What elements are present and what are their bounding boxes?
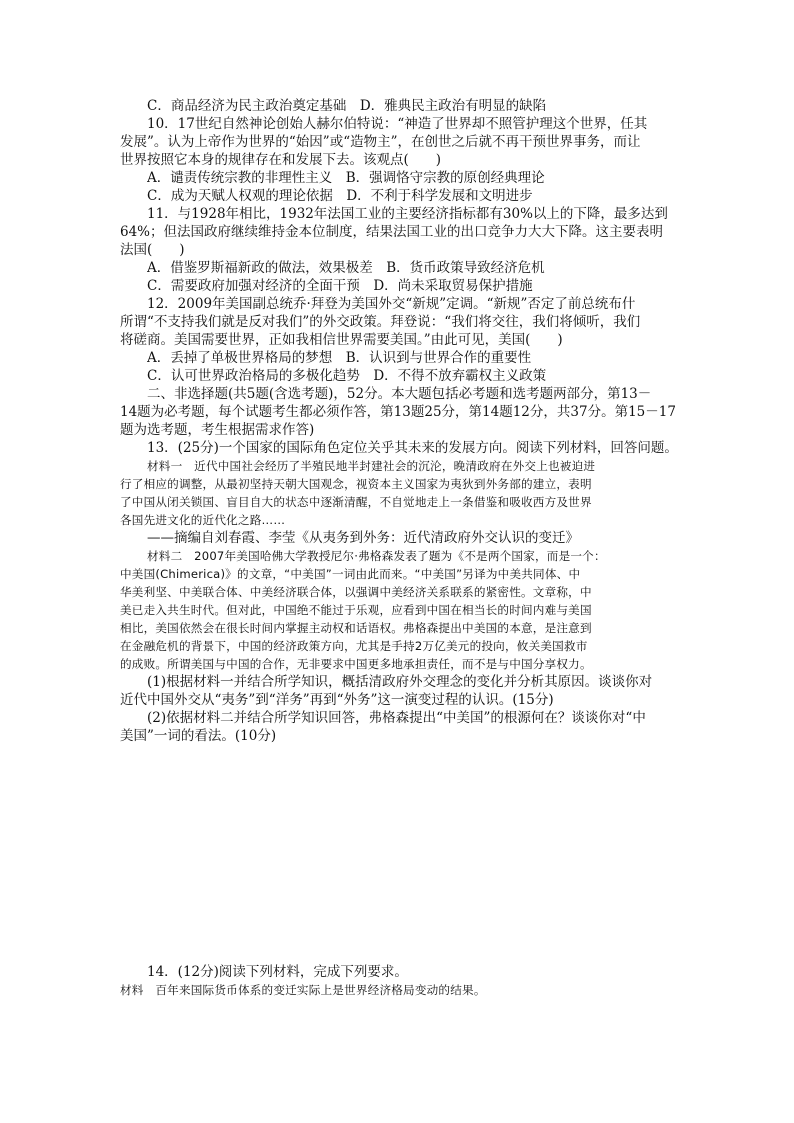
q13-material1-line: 了中国从闭关锁国、盲目自大的状态中逐渐清醒，不自觉地走上一条借鉴和吸收西方及世界: [120, 495, 592, 509]
q10-stem-line: 发展”。认为上帝作为世界的“始因”或“造物主”，在创世之后就不再干预世界事务，而让: [120, 134, 641, 150]
q11-stem-line: 法国( ): [120, 242, 185, 258]
q11-stem-line: 64%；但法国政府继续维持金本位制度，结果法国工业的出口竞争力大大下降。这主要表明: [120, 224, 664, 240]
q12-stem-line: 所谓“不支持我们就是反对我们”的外交政策。拜登说：“我们将交往，我们将倾听，我们: [120, 314, 641, 330]
q14-intro: 14．(12分)阅读下列材料，完成下列要求。: [147, 964, 408, 980]
section2-line: 题为选考题，考生根据需求作答): [120, 422, 315, 438]
q11-option-line: A．借鉴罗斯福新政的做法，效果极差 B．货币政策导致经济危机: [147, 260, 545, 276]
q13-question1-line: 近代中国外交从“夷务”到“洋务”再到“外务”这一演变过程的认识。(15分): [120, 692, 554, 708]
q12-stem-line: 将磋商。美国需要世界，正如我相信世界需要美国。”由此可见，美国( ): [120, 332, 563, 348]
q13-material2-line: 中美国(Chimerica)》的文章，“中美国”一词由此而来。“中美国”另译为中美共同体、中: [120, 567, 581, 581]
q13-material2-line: 的成败。所谓美国与中国的合作，无非要求中国更多地承担责任，而不是与中国分享权力。: [120, 657, 592, 671]
q10-option-line: C．成为天赋人权观的理论依据 D．不利于科学发展和文明进步: [147, 188, 533, 204]
q10-option-line: A．谴责传统宗教的非理性主义 B．强调恪守宗教的原创经典理论: [147, 170, 545, 186]
q13-material2-line: 华美利坚、中美联合体、中美经济联合体，以强调中美经济关系联系的紧密性。文章称，中: [120, 585, 592, 599]
q13-material2-line: 相比，美国依然会在很长时间内掌握主动权和话语权。弗格森提出中美国的本意，是注意到: [120, 621, 592, 635]
q13-material2-line: 在金融危机的背景下，中国的经济政策方向，尤其是手持2万亿美元的投向，攸关美国救市: [120, 639, 588, 653]
q14-material: 材料 百年来国际货币体系的变迁实际上是世界经济格局变动的结果。: [120, 983, 486, 997]
q13-question2-line: 美国”一词的看法。(10分): [120, 728, 277, 744]
q9-options-cd: C．商品经济为民主政治奠定基础 D．雅典民主政治有明显的缺陷: [147, 98, 547, 114]
q13-material1-line: 各国先进文化的近代化之路……: [120, 513, 286, 527]
q13-material1-line: 材料一 近代中国社会经历了半殖民地半封建社会的沉沦，晚清政府在外交上也被迫进: [147, 459, 596, 473]
q13-question1-line: (1)根据材料一并结合所学知识，概括清政府外交理念的变化并分析其原因。谈谈你对: [147, 674, 653, 690]
q12-option-line: A．丢掉了单极世界格局的梦想 B．认识到与世界合作的重要性: [147, 350, 532, 366]
section2-line: 14题为必考题，每个试题考生都必须作答，第13题25分，第14题12分，共37分。第15－17: [120, 404, 676, 420]
q10-stem-line: 世界按照它本身的规律存在和发展下去。该观点( ): [120, 152, 442, 168]
section2-heading: 二、非选择题(共5题(含选考题)，52分。本大题包括必考题和选考题两部分，第13－: [147, 386, 652, 402]
q13-material1-source: ——摘编自刘春霞、李莹《从夷务到外务：近代清政府外交认识的变迁》: [147, 530, 579, 546]
q13-material2-line: 材料二 2007年美国哈佛大学教授尼尔·弗格森发表了题为《不是两个国家，而是一个：: [147, 549, 606, 563]
q13-intro: 13．(25分)一个国家的国际角色定位关乎其未来的发展方向。阅读下列材料，回答问题。: [147, 440, 678, 456]
q13-material2-line: 美已走入共生时代。但对此，中国绝不能过于乐观，应看到中国在相当长的时间内难与美国: [120, 603, 592, 617]
q10-stem-line: 10．17世纪自然神论创始人赫尔伯特说：“神造了世界却不照管护理这个世界，任其: [147, 116, 648, 132]
q11-option-line: C．需要政府加强对经济的全面干预 D．尚未采取贸易保护措施: [147, 278, 533, 294]
q11-stem-line: 11．与1928年相比，1932年法国工业的主要经济指标都有30%以上的下降，最多达到: [147, 206, 668, 222]
q13-question2-line: (2)依据材料二并结合所学知识回答，弗格森提出“中美国”的根源何在？谈谈你对“中: [147, 710, 646, 726]
q12-option-line: C．认可世界政治格局的多极化趋势 D．不得不放弃霸权主义政策: [147, 368, 547, 384]
q12-stem-line: 12．2009年美国副总统乔·拜登为美国外交“新规”定调。“新规”否定了前总统布什: [147, 296, 636, 312]
q13-material1-line: 行了相应的调整，从最初坚持天朝大国观念，视资本主义国家为夷狄到外务部的建立，表明: [120, 477, 592, 491]
